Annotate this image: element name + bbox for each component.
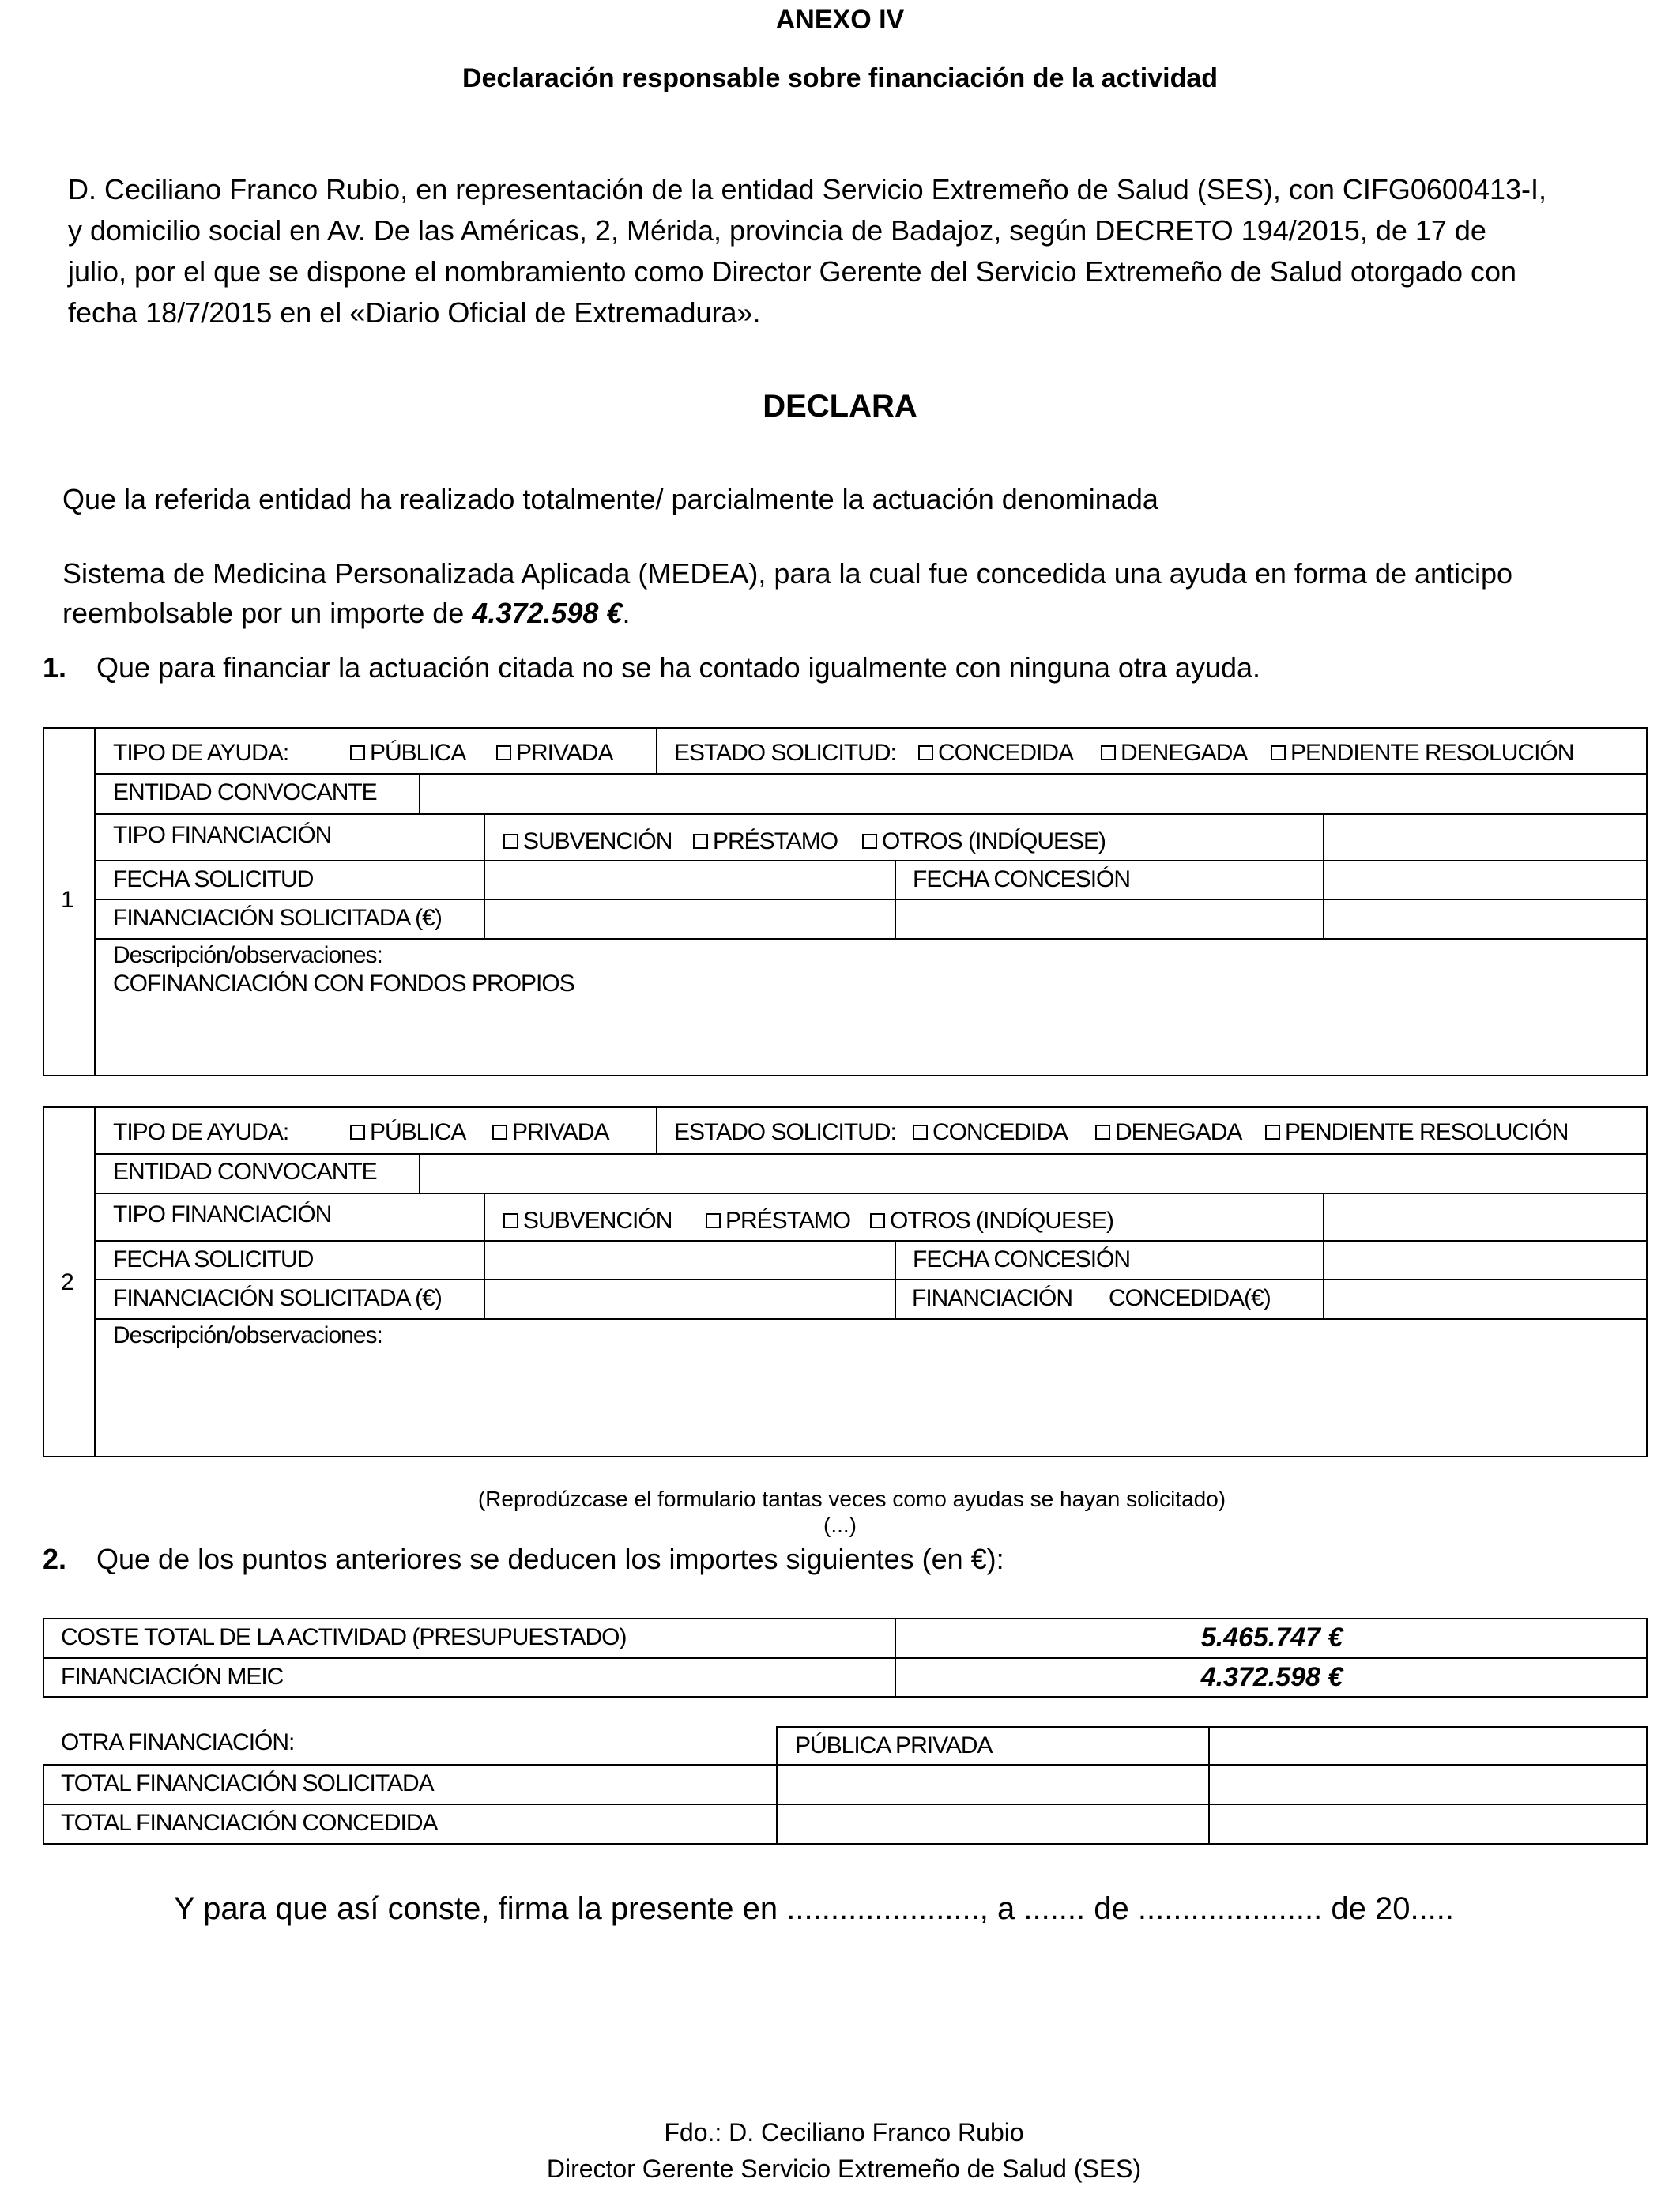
aid-form-1-estado-label: ESTADO SOLICITUD: [674,740,896,766]
checkbox-icon[interactable] [350,1125,365,1140]
aid-form-1-entidad-label: ENTIDAD CONVOCANTE [113,779,377,805]
summary-coste-label: COSTE TOTAL DE LA ACTIVIDAD (PRESUPUESTADO) [61,1624,627,1650]
aid-form-1-index: 1 [61,887,73,913]
repeat-form-note: (Reprodúzcase el formulario tantas veces como ayudas se hayan solicitado) [477,1487,1226,1511]
aid-form-2-privada-label: PRIVADA [512,1119,609,1145]
project-line-1: Sistema de Medicina Personalizada Aplicada (MEDEA), para la cual fue concedida una ayuda en forma de anticipo [62,557,1513,590]
project-amount: 4.372.598 € [472,597,623,629]
aid-form-1-concedida-label: CONCEDIDA [938,740,1074,766]
aid-form-1-pendiente-label: PENDIENTE RESOLUCIÓN [1290,740,1574,766]
aid-form-2-subvencion-label: SUBVENCIÓN [523,1208,672,1234]
aid-form-1-description: COFINANCIACIÓN CON FONDOS PROPIOS [113,971,574,997]
closing-statement: Y para que así conste, firma la presente en ......................, a ....... de ..................... de 20..... [174,1891,1455,1926]
aid-form-1-privada-option[interactable] [496,740,612,767]
aid-form-2-fin-con-label-b: CONCEDIDA(€) [1109,1285,1271,1311]
aid-form-2-denegada-label: DENEGADA [1115,1119,1242,1145]
point-1-number: 1. [43,651,67,684]
aid-form-1-prestamo-label: PRÉSTAMO [713,828,838,854]
aid-form-1-subvencion-option[interactable] [503,828,672,855]
intro-line-3: julio, por el que se dispone el nombramiento como Director Gerente del Servicio Extremeño de Salud otorgado con [68,255,1517,288]
aid-form-2-publica-label: PÚBLICA [370,1119,466,1145]
checkbox-icon[interactable] [918,745,933,760]
aid-form-1-privada-label: PRIVADA [516,740,613,766]
aid-form-1-publica-label: PÚBLICA [370,740,466,766]
annex-title: ANEXO IV [775,5,905,35]
checkbox-icon[interactable] [1271,745,1286,760]
aid-form-2-desc-label: Descripción/observaciones: [113,1322,382,1348]
otra-financiacion-header: PÚBLICA PRIVADA [795,1732,993,1759]
total-concedida-label: TOTAL FINANCIACIÓN CONCEDIDA [61,1810,438,1836]
point-2-text: Que de los puntos anteriores se deducen los importes siguientes (en €): [96,1543,1004,1575]
aid-form-2-fecha-con-label: FECHA CONCESIÓN [913,1246,1131,1272]
aid-form-2-concedida-label: CONCEDIDA [932,1119,1068,1145]
aid-form-1-publica-option[interactable] [350,740,465,767]
aid-form-2-fin-con-label-a: FINANCIACIÓN [912,1285,1073,1311]
checkbox-icon[interactable] [496,745,511,760]
checkbox-icon[interactable] [503,834,518,849]
aid-form-1-otros-option[interactable] [862,828,1106,855]
checkbox-icon[interactable] [693,834,708,849]
aid-form-2-pendiente-option[interactable] [1265,1119,1568,1146]
summary-meic-value: 4.372.598 € [1200,1662,1343,1692]
aid-form-2-fin-con-label [912,1285,1271,1312]
summary-coste-value: 5.465.747 € [1200,1623,1343,1653]
checkbox-icon[interactable] [1101,745,1116,760]
aid-form-2-estado-label: ESTADO SOLICITUD: [674,1119,896,1145]
project-line-2-prefix: reembolsable por un importe de [62,597,473,629]
summary-meic-label: FINANCIACIÓN MEIC [61,1664,284,1690]
checkbox-icon[interactable] [503,1213,518,1228]
aid-form-2-tipo-ayuda-label: TIPO DE AYUDA: [113,1119,289,1145]
aid-form-1-denegada-label: DENEGADA [1121,740,1248,766]
aid-form-1-desc-label: Descripción/observaciones: [113,942,382,968]
aid-form-1-fin-sol-label: FINANCIACIÓN SOLICITADA (€) [113,905,442,931]
checkbox-icon[interactable] [350,745,365,760]
checkbox-icon[interactable] [1265,1125,1280,1140]
aid-form-2-publica-option[interactable] [350,1119,465,1146]
point-1 [43,647,1261,688]
aid-form-2-otros-option[interactable] [870,1208,1113,1235]
aid-form-2-pendiente-label: PENDIENTE RESOLUCIÓN [1285,1119,1569,1145]
checkbox-icon[interactable] [492,1125,507,1140]
aid-form-1-prestamo-option[interactable] [693,828,838,855]
aid-form-1-tipo-ayuda-label: TIPO DE AYUDA: [113,740,289,766]
intro-line-2: y domicilio social en Av. De las Américas, 2, Mérida, provincia de Badajoz, según DECRETO 194/2015, de 17 de [68,214,1486,247]
project-line-2 [62,592,631,634]
checkbox-icon[interactable] [706,1213,721,1228]
checkbox-icon[interactable] [1095,1125,1110,1140]
statement-1: Que la referida entidad ha realizado totalmente/ parcialmente la actuación denominada [62,483,1158,515]
aid-form-1-fecha-con-label: FECHA CONCESIÓN [913,866,1131,892]
aid-form-1-otros-label: OTROS (INDÍQUESE) [882,828,1106,854]
aid-form-2-fecha-sol-label: FECHA SOLICITUD [113,1246,314,1272]
point-1-text: Que para financiar la actuación citada no se ha contado igualmente con ninguna otra ayuda. [96,651,1261,684]
aid-form-2-subvencion-option[interactable] [503,1208,672,1235]
aid-form-1-pendiente-option[interactable] [1271,740,1573,767]
aid-form-2-entidad-label: ENTIDAD CONVOCANTE [113,1159,377,1185]
ellipsis: (...) [823,1513,857,1537]
aid-form-2-index: 2 [61,1269,73,1295]
aid-form-2-fin-sol-label: FINANCIACIÓN SOLICITADA (€) [113,1285,442,1311]
intro-line-1: D. Ceciliano Franco Rubio, en representación de la entidad Servicio Extremeño de Salud (SES), con CIFG0600413-I, [68,173,1546,205]
checkbox-icon[interactable] [862,834,877,849]
aid-form-1-concedida-option[interactable] [918,740,1073,767]
project-line-2-suffix: . [622,597,631,629]
signature-name: Fdo.: D. Ceciliano Franco Rubio [664,2118,1024,2147]
aid-form-2-denegada-option[interactable] [1095,1119,1241,1146]
aid-form-2-privada-option[interactable] [492,1119,608,1146]
aid-form-1-denegada-option[interactable] [1101,740,1247,767]
total-solicitada-label: TOTAL FINANCIACIÓN SOLICITADA [61,1770,434,1796]
point-2-number: 2. [43,1543,67,1575]
document-subtitle: Declaración responsable sobre financiación de la actividad [461,63,1219,93]
aid-form-1-subvencion-label: SUBVENCIÓN [523,828,672,854]
declara-heading: DECLARA [763,389,917,424]
checkbox-icon[interactable] [913,1125,928,1140]
aid-form-1-tipo-fin-label: TIPO FINANCIACIÓN [113,822,332,848]
otra-financiacion-label: OTRA FINANCIACIÓN: [61,1729,295,1755]
aid-form-2-prestamo-label: PRÉSTAMO [725,1208,851,1234]
point-2 [43,1538,1004,1580]
aid-form-2-otros-label: OTROS (INDÍQUESE) [890,1208,1114,1234]
intro-line-4: fecha 18/7/2015 en el «Diario Oficial de Extremadura». [68,296,761,329]
signature-role: Director Gerente Servicio Extremeño de Salud (SES) [546,2154,1142,2183]
aid-form-2-prestamo-option[interactable] [706,1208,850,1235]
aid-form-2-tipo-fin-label: TIPO FINANCIACIÓN [113,1201,332,1227]
aid-form-2-concedida-option[interactable] [913,1119,1068,1146]
checkbox-icon[interactable] [870,1213,885,1228]
aid-form-1-fecha-sol-label: FECHA SOLICITUD [113,866,314,892]
